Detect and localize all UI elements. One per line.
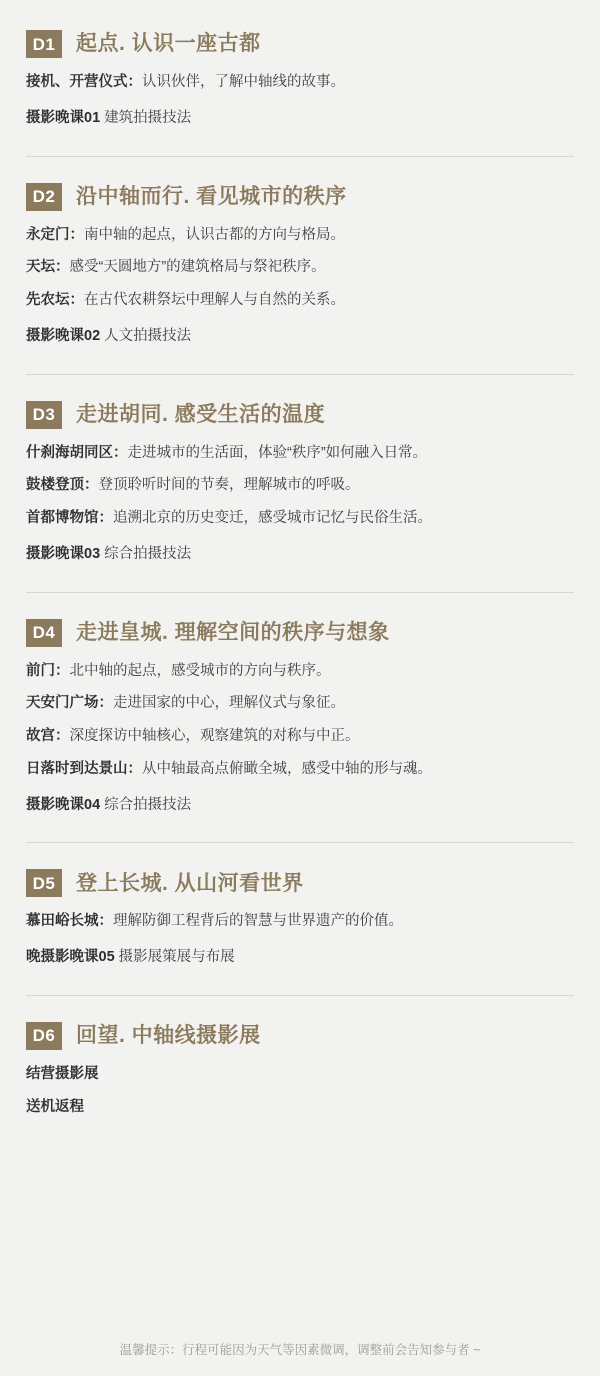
evening-course xyxy=(26,544,574,566)
day-title: 沿中轴而行. 看见城市的秩序 xyxy=(76,184,347,208)
day-block-d3 xyxy=(0,401,600,566)
divider xyxy=(26,374,574,375)
day-header xyxy=(26,619,574,647)
item-label: 慕田峪长城： xyxy=(26,913,113,930)
itinerary-item xyxy=(26,661,574,683)
item-label: 日落时到达景山： xyxy=(26,760,142,777)
item-text: 从中轴最高点俯瞰全城，感受中轴的形与魂。 xyxy=(142,760,432,777)
day-title: 走进皇城. 理解空间的秩序与想象 xyxy=(76,620,390,644)
divider xyxy=(26,842,574,843)
day-block-d2 xyxy=(0,183,600,348)
divider xyxy=(26,592,574,593)
day-title: 起点. 认识一座古都 xyxy=(76,32,261,56)
day-header xyxy=(26,183,574,211)
itinerary-item xyxy=(26,290,574,312)
day-badge: D5 xyxy=(26,869,62,897)
item-text: 理解防御工程背后的智慧与世界遗产的价值。 xyxy=(113,913,403,930)
item-text: 北中轴的起点，感受城市的方向与秩序。 xyxy=(69,662,331,679)
itinerary-item xyxy=(26,759,574,781)
item-text: 深度探访中轴核心，观察建筑的对称与中正。 xyxy=(69,728,360,744)
item-label: 结营摄影展 xyxy=(26,1065,99,1082)
course-label: 摄影晚课04 xyxy=(26,796,101,813)
item-text: 认识伙伴，了解中轴线的故事。 xyxy=(142,74,345,90)
day-header xyxy=(26,401,574,429)
course-label: 晚摄影晚课05 xyxy=(26,949,115,965)
course-label: 摄影晚课01 xyxy=(26,109,101,126)
day-header xyxy=(26,1022,574,1050)
day-title: 回望. 中轴线摄影展 xyxy=(76,1024,261,1048)
day-block-d1 xyxy=(0,30,600,130)
evening-course xyxy=(26,947,574,969)
day-badge: D4 xyxy=(26,619,62,647)
divider xyxy=(26,995,574,996)
footer-note: 温馨提示：行程可能因为天气等因素微调，调整前会告知参与者 ~ xyxy=(119,1343,481,1357)
course-label: 摄影晚课03 xyxy=(26,545,101,562)
item-label: 故宫： xyxy=(26,728,70,744)
itinerary-item xyxy=(26,1097,574,1119)
divider xyxy=(26,156,574,157)
itinerary-item xyxy=(26,257,574,279)
day-header xyxy=(26,30,574,58)
footer-note-wrapper xyxy=(0,1340,600,1358)
item-text: 南中轴的起点，认识古都的方向与格局。 xyxy=(84,226,345,243)
evening-course xyxy=(26,326,574,348)
day-block-d5 xyxy=(0,869,600,969)
itinerary-item xyxy=(26,72,574,94)
course-text: 摄影展策展与布展 xyxy=(114,949,235,965)
item-label: 前门： xyxy=(26,662,70,679)
item-text: 登顶聆听时间的节奏，理解城市的呼吸。 xyxy=(98,477,360,494)
itinerary-item xyxy=(26,508,574,530)
item-label: 什刹海胡同区： xyxy=(26,444,128,461)
day-title: 登上长城. 从山河看世界 xyxy=(76,871,304,895)
item-label: 鼓楼登顶： xyxy=(26,477,99,494)
item-label: 先农坛： xyxy=(26,292,84,308)
day-header xyxy=(26,869,574,897)
course-text: 建筑拍摄技法 xyxy=(100,109,192,126)
item-label: 天坛： xyxy=(26,259,70,276)
day-block-d6 xyxy=(0,1022,600,1119)
item-label: 接机、开营仪式： xyxy=(26,74,142,90)
item-label: 天安门广场： xyxy=(26,695,113,712)
itinerary-item xyxy=(26,726,574,748)
itinerary-item xyxy=(26,1064,574,1086)
item-text: 走进国家的中心，理解仪式与象征。 xyxy=(113,695,345,712)
item-text: 追溯北京的历史变迁，感受城市记忆与民俗生活。 xyxy=(113,510,432,526)
item-text: 感受“天圆地方”的建筑格局与祭祀秩序。 xyxy=(69,259,326,276)
day-title: 走进胡同. 感受生活的温度 xyxy=(76,402,326,426)
itinerary-item xyxy=(26,443,574,465)
day-badge: D2 xyxy=(26,183,62,211)
itinerary-item xyxy=(26,225,574,247)
day-badge: D1 xyxy=(26,30,62,58)
item-label: 永定门： xyxy=(26,226,84,243)
itinerary-item xyxy=(26,693,574,715)
day-block-d4 xyxy=(0,619,600,817)
evening-course xyxy=(26,108,574,130)
course-text: 人文拍摄技法 xyxy=(100,327,192,344)
evening-course xyxy=(26,795,574,817)
item-text: 在古代农耕祭坛中理解人与自然的关系。 xyxy=(84,292,345,308)
course-text: 综合拍摄技法 xyxy=(100,796,192,813)
itinerary-item xyxy=(26,475,574,497)
course-text: 综合拍摄技法 xyxy=(100,545,192,562)
itinerary-item xyxy=(26,911,574,933)
item-text: 走进城市的生活面，体验“秩序”如何融入日常。 xyxy=(127,444,428,461)
course-label: 摄影晚课02 xyxy=(26,327,101,344)
day-badge: D3 xyxy=(26,401,62,429)
item-label: 首都博物馆： xyxy=(26,510,113,526)
day-badge: D6 xyxy=(26,1022,62,1050)
item-label: 送机返程 xyxy=(26,1098,84,1115)
